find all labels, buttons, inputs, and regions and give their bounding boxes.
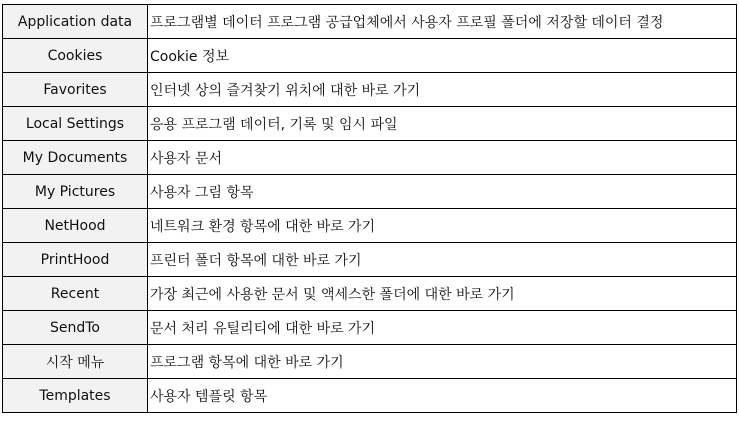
folder-description-cell: 가장 최근에 사용한 문서 및 액세스한 폴더에 대한 바로 가기 xyxy=(148,277,737,311)
table-row xyxy=(3,311,737,345)
table-row xyxy=(3,175,737,209)
folder-description-cell: 사용자 그림 항목 xyxy=(148,175,737,209)
table-row xyxy=(3,243,737,277)
table-row xyxy=(3,345,737,379)
table-row xyxy=(3,107,737,141)
folder-name-cell: NetHood xyxy=(3,209,148,243)
folder-name-cell: Recent xyxy=(3,277,148,311)
folder-name-cell: Favorites xyxy=(3,73,148,107)
folder-description-cell: 사용자 문서 xyxy=(148,141,737,175)
folder-description-cell: 프로그램별 데이터 프로그램 공급업체에서 사용자 프로필 폴더에 저장할 데이터 결정 xyxy=(148,5,737,39)
folder-name-cell: PrintHood xyxy=(3,243,148,277)
folder-description-cell: Cookie 정보 xyxy=(148,39,737,73)
table-row xyxy=(3,73,737,107)
table-row xyxy=(3,209,737,243)
folder-description-cell: 문서 처리 유틸리티에 대한 바로 가기 xyxy=(148,311,737,345)
folder-name-cell: My Documents xyxy=(3,141,148,175)
folder-name-cell: SendTo xyxy=(3,311,148,345)
folder-description-cell: 프로그램 항목에 대한 바로 가기 xyxy=(148,345,737,379)
folder-name-cell: Application data xyxy=(3,5,148,39)
table-row xyxy=(3,379,737,413)
folder-name-cell: Templates xyxy=(3,379,148,413)
profile-folders-table xyxy=(2,4,737,413)
table-row xyxy=(3,277,737,311)
table-row xyxy=(3,39,737,73)
table-row xyxy=(3,5,737,39)
folder-name-cell: My Pictures xyxy=(3,175,148,209)
folder-description-cell: 응용 프로그램 데이터, 기록 및 임시 파일 xyxy=(148,107,737,141)
folder-description-cell: 사용자 템플릿 항목 xyxy=(148,379,737,413)
folder-name-cell: Local Settings xyxy=(3,107,148,141)
table-row xyxy=(3,141,737,175)
folder-description-cell: 네트워크 환경 항목에 대한 바로 가기 xyxy=(148,209,737,243)
folder-name-cell: Cookies xyxy=(3,39,148,73)
table-body xyxy=(3,5,737,413)
folder-description-cell: 프린터 폴더 항목에 대한 바로 가기 xyxy=(148,243,737,277)
folder-description-cell: 인터넷 상의 즐겨찾기 위치에 대한 바로 가기 xyxy=(148,73,737,107)
folder-name-cell: 시작 메뉴 xyxy=(3,345,148,379)
